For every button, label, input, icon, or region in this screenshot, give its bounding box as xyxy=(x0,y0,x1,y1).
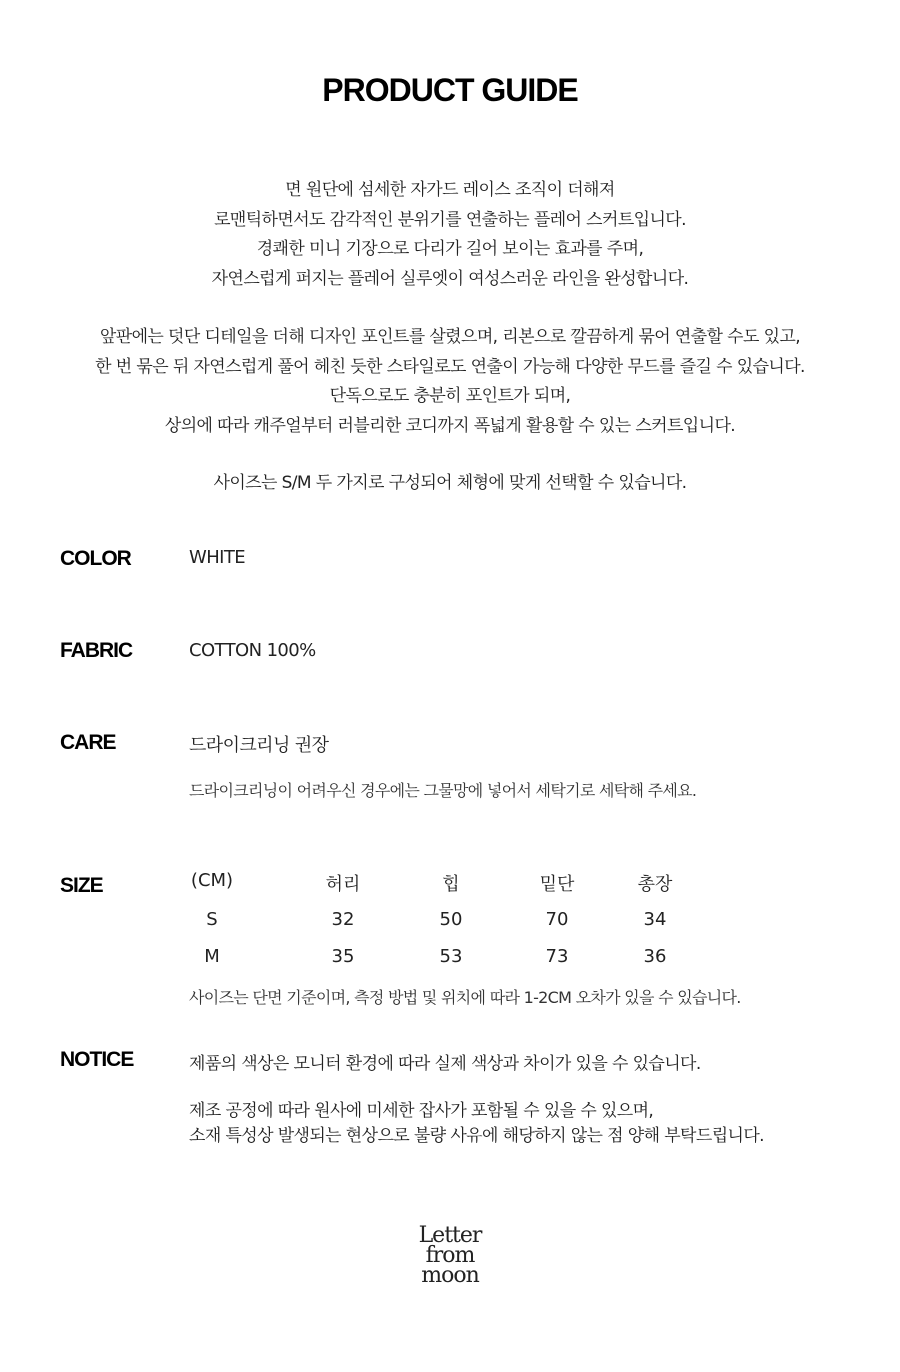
size-header-hip: 힙 xyxy=(442,874,460,895)
size-cell: 70 xyxy=(545,909,569,930)
logo-word: Letter xyxy=(418,1223,482,1248)
notice-line: 제조 공정에 따라 원사에 미세한 잡사가 포함될 수 있을 수 있으며, xyxy=(189,1101,654,1121)
color-value: WHITE xyxy=(189,547,246,568)
size-cell: 53 xyxy=(439,946,463,967)
intro-line: 자연스럽게 퍼지는 플레어 실루엣이 여성스러운 라인을 완성합니다. xyxy=(211,268,689,289)
size-label: SIZE xyxy=(60,874,103,897)
size-header-length: 총장 xyxy=(637,874,673,895)
logo-word: moon xyxy=(421,1263,479,1288)
notice-label: NOTICE xyxy=(60,1048,134,1071)
size-note: 사이즈는 단면 기준이며, 측정 방법 및 위치에 따라 1-2CM 오차가 있을 수 있습니다. xyxy=(189,988,741,1007)
intro-paragraph-1 xyxy=(0,176,900,294)
intro-line: 사이즈는 S/M 두 가지로 구성되어 체형에 맞게 선택할 수 있습니다. xyxy=(213,473,687,493)
size-cell: 73 xyxy=(545,946,569,967)
size-header-hem: 밑단 xyxy=(539,874,575,895)
intro-paragraph-3 xyxy=(0,469,900,499)
intro-line: 면 원단에 섬세한 자가드 레이스 조직이 더해져 xyxy=(285,180,615,200)
notice-details xyxy=(189,1099,764,1149)
fabric-label: FABRIC xyxy=(60,639,133,662)
size-cell: 32 xyxy=(331,909,355,930)
size-header-unit: (CM) xyxy=(190,870,234,891)
intro-line: 단독으로도 충분히 포인트가 되며, xyxy=(329,386,571,406)
intro-line: 한 번 묶은 뒤 자연스럽게 풀어 헤친 듯한 스타일로도 연출이 가능해 다양한 무드를 즐길 수 있습니다. xyxy=(95,356,805,377)
notice-value: 제품의 색상은 모니터 환경에 따라 실제 색상과 차이가 있을 수 있습니다. xyxy=(189,1054,701,1074)
color-label: COLOR xyxy=(60,547,131,570)
size-cell: 36 xyxy=(643,946,667,967)
care-label: CARE xyxy=(60,731,116,754)
notice-line: 소재 특성상 발생되는 현상으로 불량 사유에 해당하지 않는 점 양해 부탁드립니다. xyxy=(189,1126,764,1146)
fabric-value: COTTON 100% xyxy=(189,640,316,661)
size-cell: M xyxy=(204,946,220,967)
brand-logo xyxy=(0,1223,900,1288)
size-cell: 50 xyxy=(439,909,463,930)
size-cell: S xyxy=(206,909,218,930)
page-title: PRODUCT GUIDE xyxy=(322,72,578,108)
intro-line: 상의에 따라 캐주얼부터 러블리한 코디까지 폭넓게 활용할 수 있는 스커트입니다. xyxy=(164,415,736,436)
size-cell: 34 xyxy=(643,909,667,930)
intro-paragraph-2 xyxy=(0,323,900,441)
size-cell: 35 xyxy=(331,946,355,967)
size-header-waist: 허리 xyxy=(325,874,361,895)
care-note: 드라이크리닝이 어려우신 경우에는 그물망에 넣어서 세탁기로 세탁해 주세요. xyxy=(189,781,697,800)
care-value: 드라이크리닝 권장 xyxy=(189,735,329,756)
intro-line: 로맨틱하면서도 감각적인 분위기를 연출하는 플레어 스커트입니다. xyxy=(214,209,686,230)
intro-line: 경쾌한 미니 기장으로 다리가 길어 보이는 효과를 주며, xyxy=(256,239,644,259)
intro-line: 앞판에는 덧단 디테일을 더해 디자인 포인트를 살렸으며, 리본으로 깔끔하게 묶어 연출할 수도 있고, xyxy=(99,327,801,347)
logo-word: from xyxy=(425,1243,475,1268)
